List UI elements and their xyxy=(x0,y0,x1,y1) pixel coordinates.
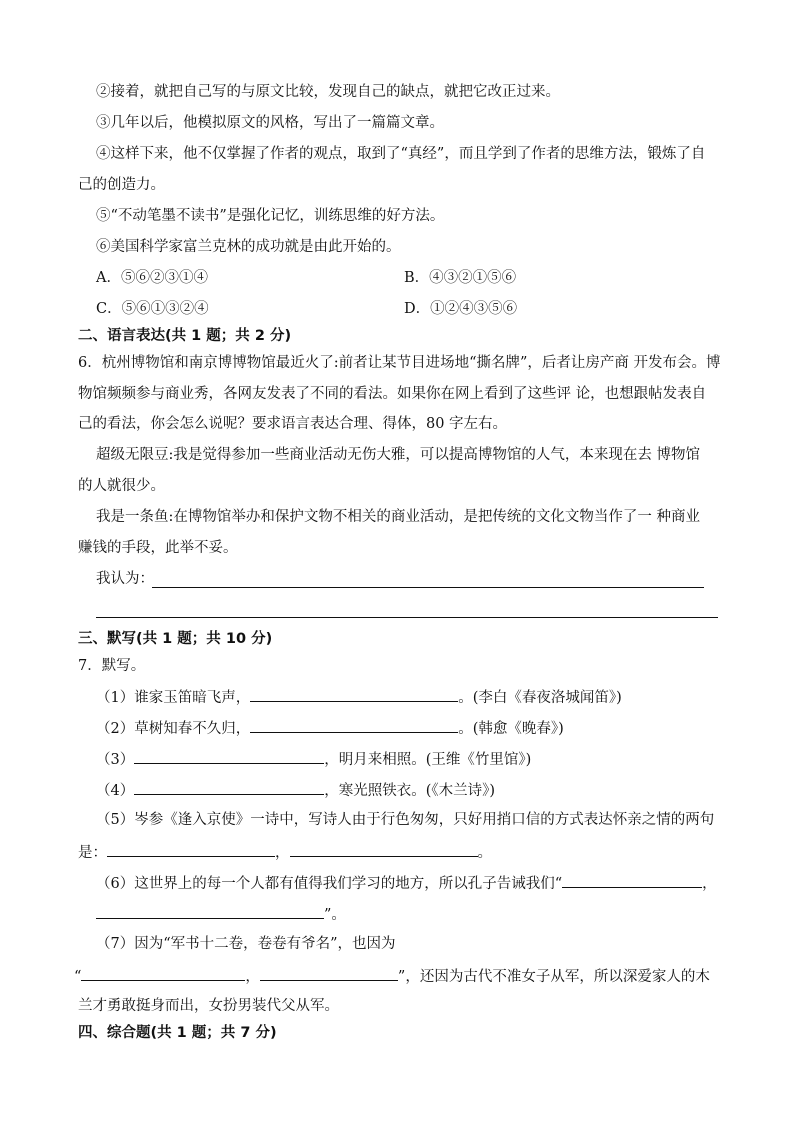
comment1-line2: 的人就很少。 xyxy=(78,478,165,494)
q6-line2: 物馆频频参与商业秀，各网友发表了不同的看法。如果你在网上看到了这些评 论，也想跟帖发表自 xyxy=(78,386,707,402)
sentence-6: ⑥美国科学家富兰克林的成功就是由此开始的。 xyxy=(96,239,401,255)
dictation-item-3 xyxy=(96,748,531,770)
choice-d-text: ①②④③⑤⑥ xyxy=(430,301,518,317)
choice-b-text: ④③②①⑤⑥ xyxy=(429,270,517,286)
choice-a-text: ⑤⑥②③①④ xyxy=(120,270,208,286)
item4-blank[interactable] xyxy=(134,779,324,795)
dictation-item-6-line2 xyxy=(96,903,346,925)
dictation-item-2 xyxy=(96,717,564,739)
item7-rest: ”，还因为古代不准女子从军，所以深爱家人的木 xyxy=(397,969,710,985)
dictation-item-7-line1: （7）因为“军书十二卷，卷卷有爷名”，也因为 xyxy=(96,936,396,952)
dictation-item-5-line1: （5）岑参《逢入京使》一诗中，写诗人由于行色匆匆，只好用捎口信的方式表达怀亲之情的两句 xyxy=(96,812,715,828)
section3-heading: 三、默写(共 1 题；共 10 分) xyxy=(78,631,273,647)
comment2-line2: 赚钱的手段，此举不妥。 xyxy=(78,540,238,556)
item2-blank[interactable] xyxy=(250,717,458,733)
item3-blank[interactable] xyxy=(134,748,324,764)
dictation-item-4 xyxy=(96,779,495,801)
dictation-item-7-line2 xyxy=(74,965,710,987)
item3-rest: ，明月来相照。(王维《竹里馆》) xyxy=(324,752,532,768)
dictation-item-7-line3: 兰才勇敢挺身而出，女扮男装代父从军。 xyxy=(78,998,339,1014)
item5-blank-1[interactable] xyxy=(107,841,275,857)
dictation-item-1 xyxy=(96,686,622,708)
item6-blank-2[interactable] xyxy=(96,903,324,919)
answer-line-2[interactable] xyxy=(96,617,718,618)
item6-end: ”。 xyxy=(324,907,346,923)
choice-c-letter: C． xyxy=(96,301,122,317)
item7-open-quote: “ xyxy=(74,969,82,985)
sentence-3: ③几年以后，他模拟原文的风格，写出了一篇篇文章。 xyxy=(96,115,444,131)
choice-b-letter: B． xyxy=(404,270,430,286)
item1-blank[interactable] xyxy=(250,686,458,702)
dictation-item-6-line1 xyxy=(96,872,717,894)
dictation-item-5-line2 xyxy=(78,841,492,863)
choice-c[interactable] xyxy=(96,299,209,319)
q6-line1: 6．杭州博物馆和南京博博物馆最近火了:前者让某节目进场地“撕名牌”，后者让房产商 开发布会。博 xyxy=(78,355,721,371)
section2-heading: 二、语言表达(共 1 题；共 2 分) xyxy=(78,328,292,344)
item3-number: （3） xyxy=(96,752,135,768)
sentence-4-line2: 己的创造力。 xyxy=(78,177,165,193)
item7-blank-2[interactable] xyxy=(260,965,398,981)
item1-source: 。(李白《春夜洛城闻笛》) xyxy=(458,690,622,706)
sentence-5: ⑤“不动笔墨不读书”是强化记忆，训练思维的好方法。 xyxy=(96,208,445,224)
choice-a[interactable] xyxy=(96,268,208,288)
item7-comma: ， xyxy=(245,969,260,985)
item6-prompt: （6）这世界上的每一个人都有值得我们学习的地方，所以孔子告诫我们“ xyxy=(96,876,563,892)
comment1-line1: 超级无限豆:我是觉得参加一些商业活动无伤大雅，可以提高博物馆的人气，本来现在去 博物馆 xyxy=(96,447,700,463)
comment2-line1: 我是一条鱼:在博物馆举办和保护文物不相关的商业活动，是把传统的文化文物当作了一 种商业 xyxy=(96,509,700,525)
item4-number: （4） xyxy=(96,783,135,799)
item4-rest: ，寒光照铁衣。(《木兰诗》) xyxy=(324,783,496,799)
item2-source: 。(韩愈《晚春》) xyxy=(458,721,564,737)
item6-comma: ， xyxy=(702,876,717,892)
choice-b[interactable] xyxy=(404,268,516,288)
item5-comma: ， xyxy=(275,845,290,861)
q7-label: 7．默写。 xyxy=(78,658,146,674)
choice-a-letter: A． xyxy=(96,270,121,286)
q6-line3: 己的看法，你会怎么说呢？要求语言表达合理、得体，80 字左右。 xyxy=(78,416,508,432)
answer-line-1[interactable] xyxy=(152,587,704,588)
answer-label: 我认为： xyxy=(96,571,154,587)
item2-prompt: （2）草树知春不久归， xyxy=(96,721,251,737)
item5-blank-2[interactable] xyxy=(290,841,478,857)
sentence-2: ②接着，就把自己写的与原文比较，发现自己的缺点，就把它改正过来。 xyxy=(96,84,560,100)
choice-c-text: ⑤⑥①③②④ xyxy=(121,301,209,317)
item7-blank-1[interactable] xyxy=(81,965,245,981)
section4-heading: 四、综合题(共 1 题；共 7 分) xyxy=(78,1025,277,1041)
item5-end: 。 xyxy=(477,845,492,861)
item6-blank-1[interactable] xyxy=(562,872,702,888)
item1-prompt: （1）谁家玉笛暗飞声， xyxy=(96,690,251,706)
choice-d-letter: D． xyxy=(404,301,431,317)
item5-prefix: 是： xyxy=(78,845,107,861)
sentence-4-line1: ④这样下来，他不仅掌握了作者的观点，取到了“真经”，而且学到了作者的思维方法，锻炼了自 xyxy=(96,146,706,162)
choice-d[interactable] xyxy=(404,299,517,319)
